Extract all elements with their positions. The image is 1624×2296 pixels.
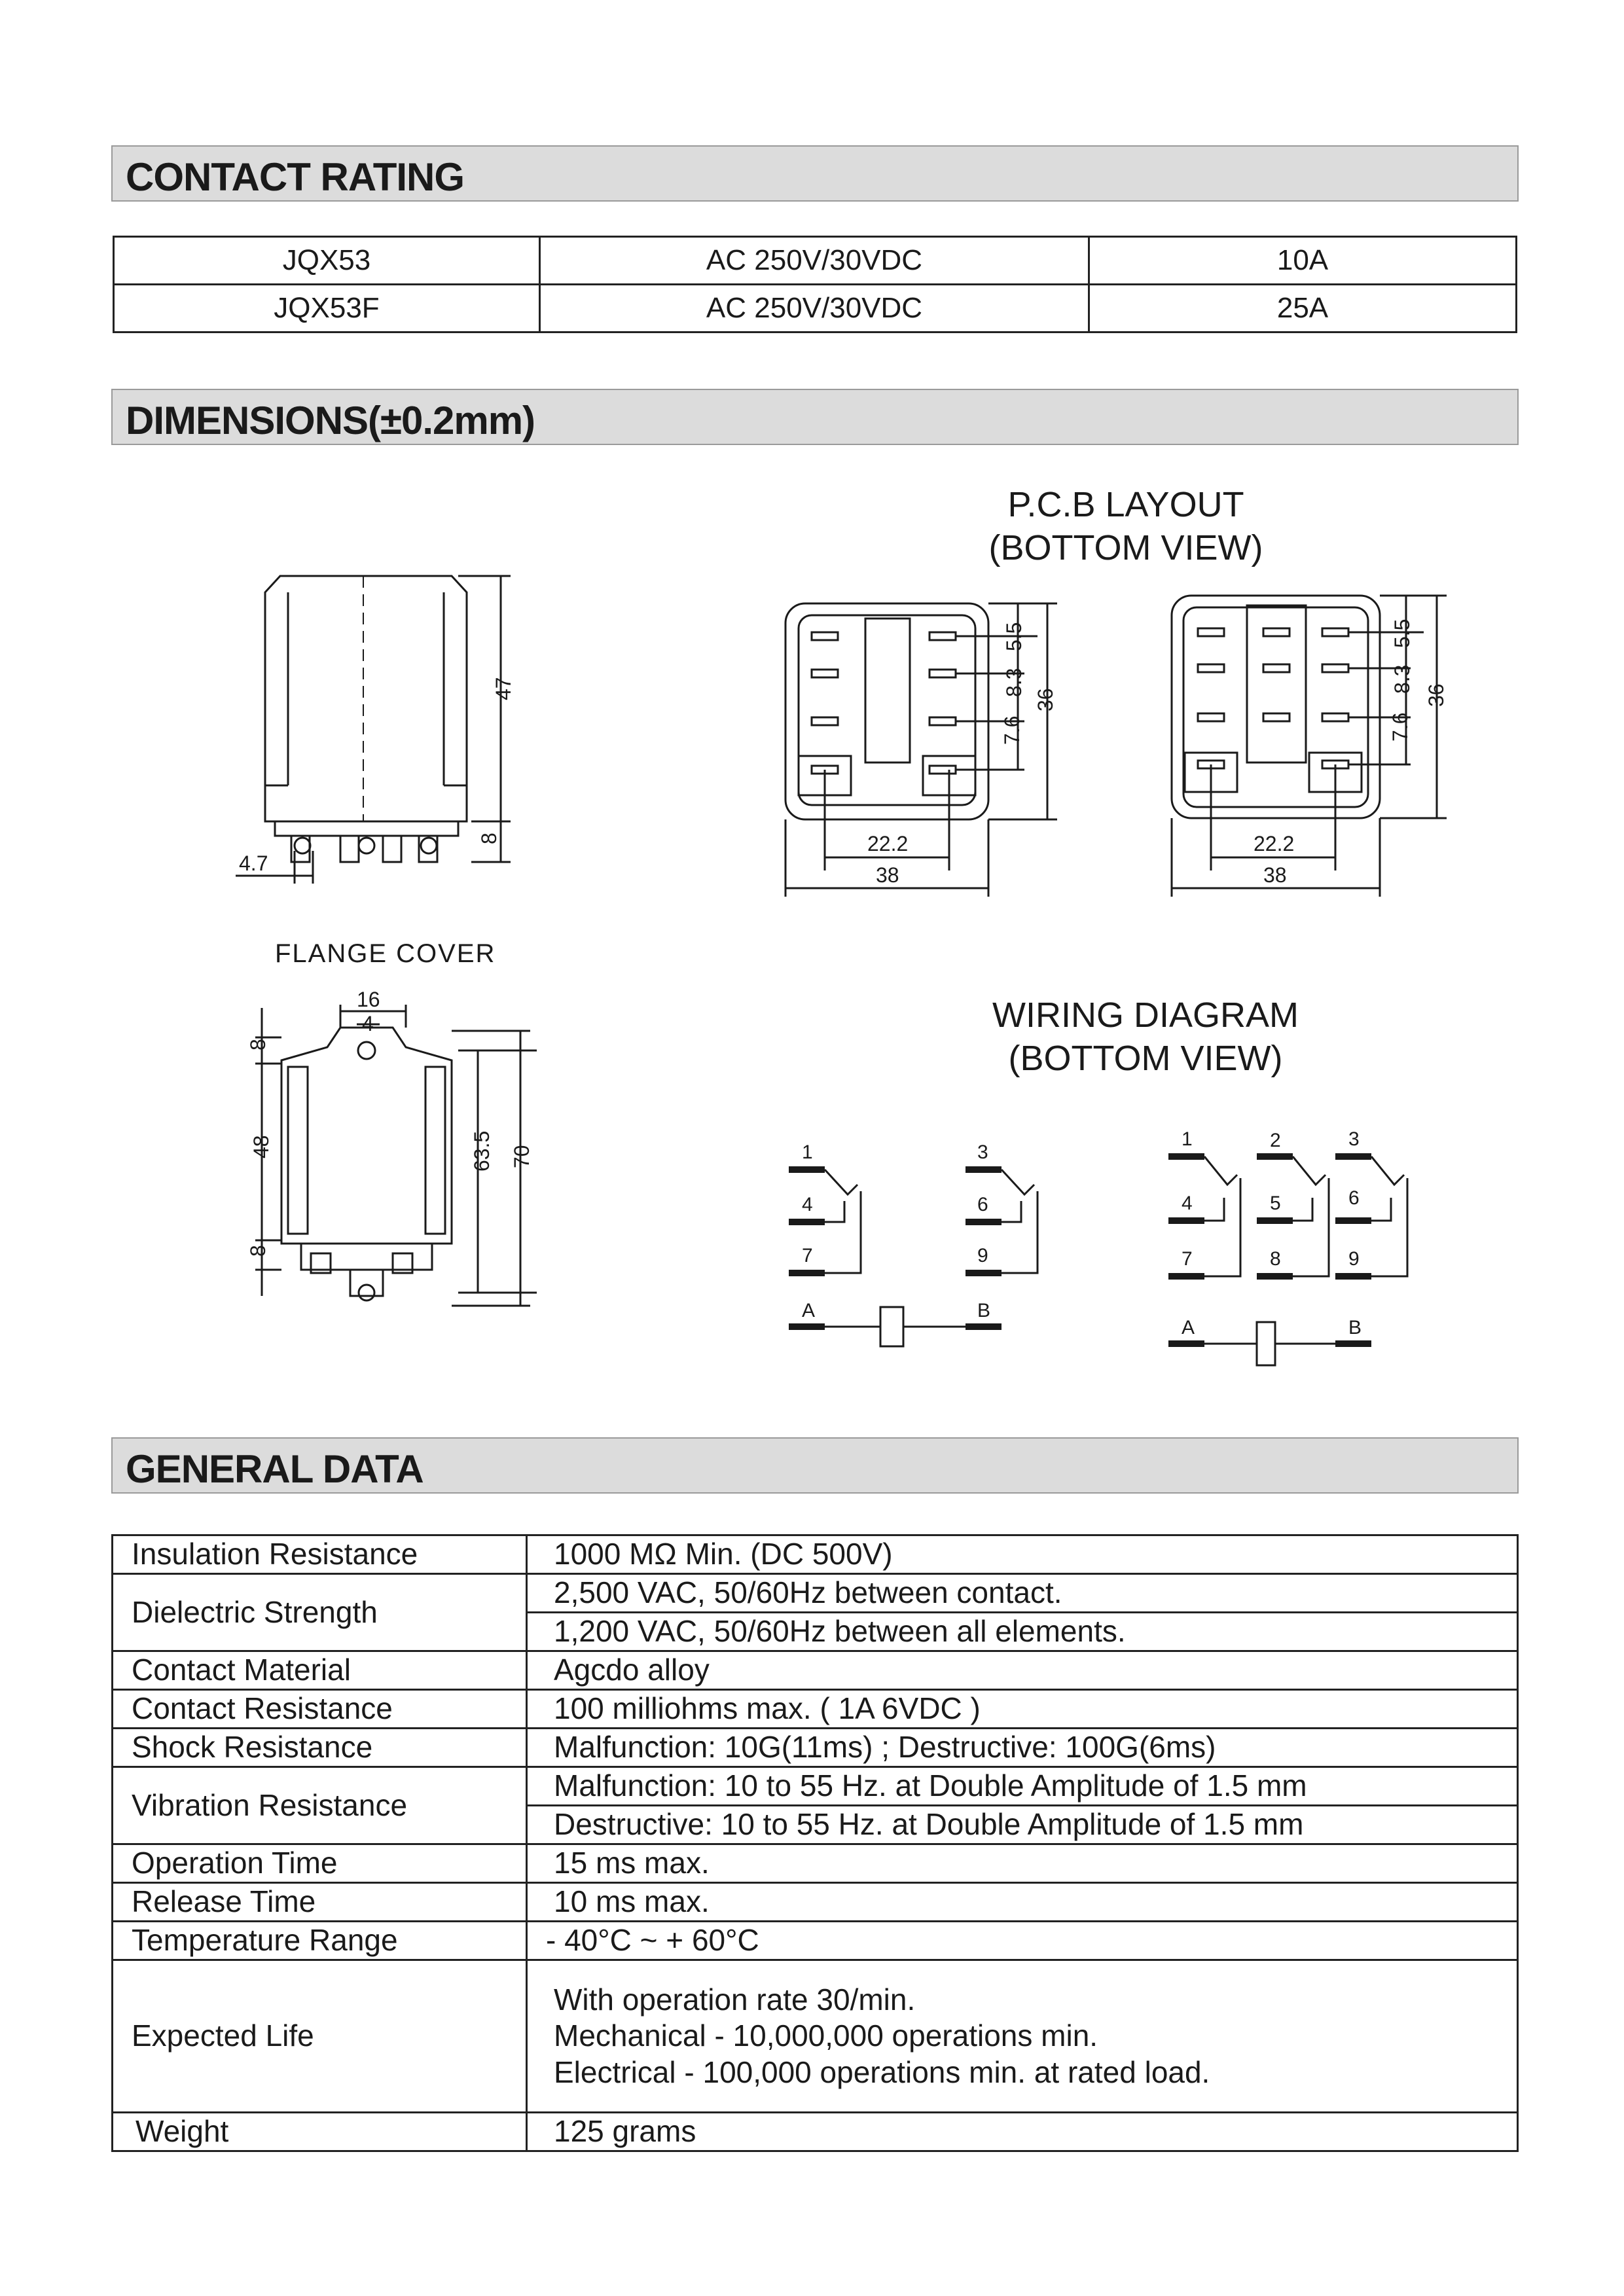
voltage-cell: AC 250V/30VDC <box>540 237 1089 285</box>
pcb-layout-title: P.C.B LAYOUT <box>1007 485 1244 524</box>
material-value: Agcdo alloy <box>527 1651 1518 1690</box>
flange-body-dim: 48 <box>249 1135 273 1158</box>
pin-label: 2 <box>1270 1130 1281 1151</box>
pcb-right-d3: 7.6 <box>1388 712 1412 742</box>
life-value-3: Electrical - 100,000 operations min. at rated load. <box>554 2054 1210 2089</box>
pin-label: 1 <box>802 1141 813 1163</box>
temperature-label: Temperature Range <box>113 1922 527 1960</box>
wiring-diagram-title: WIRING DIAGRAM <box>992 996 1299 1035</box>
coil-label: B <box>977 1300 991 1321</box>
side-offset-dim: 4.7 <box>239 852 268 875</box>
pcb-right-pitch: 22.2 <box>1254 832 1295 855</box>
pin-label: 6 <box>977 1194 988 1215</box>
general-data-table <box>111 1534 1519 2152</box>
table-row <box>113 1922 1518 1960</box>
side-height-dim: 47 <box>492 677 515 700</box>
dielectric-value-2: 1,200 VAC, 50/60Hz between all elements. <box>527 1613 1518 1651</box>
table-row <box>113 1767 1518 1806</box>
pcb-left-pitch: 22.2 <box>867 832 909 855</box>
coil-label: B <box>1348 1317 1362 1338</box>
pcb-left-depth: 36 <box>1034 688 1057 711</box>
pin-label: 1 <box>1182 1128 1193 1150</box>
vibration-label: Vibration Resistance <box>113 1767 527 1844</box>
temperature-value: - 40°C ~ + 60°C <box>527 1922 1518 1960</box>
table-row <box>113 1883 1518 1922</box>
table-row <box>113 1574 1518 1613</box>
wiring-diagram-left <box>789 1141 1038 1346</box>
voltage-cell: AC 250V/30VDC <box>540 285 1089 332</box>
life-value-2: Mechanical - 10,000,000 operations min. <box>554 2018 1098 2053</box>
pin-label: 5 <box>1270 1193 1281 1214</box>
table-row <box>113 1960 1518 2113</box>
operation-label: Operation Time <box>113 1844 527 1883</box>
model-cell: JQX53F <box>114 285 540 332</box>
resistance-label: Contact Resistance <box>113 1690 527 1729</box>
operation-value: 15 ms max. <box>527 1844 1518 1883</box>
life-value-1: With operation rate 30/min. <box>554 1982 916 2017</box>
coil-label: A <box>802 1300 816 1321</box>
pin-label: 4 <box>1182 1193 1193 1214</box>
flange-width-dim: 16 <box>357 988 380 1011</box>
pcb-right-d1: 5.5 <box>1390 619 1414 648</box>
contact-rating-title: CONTACT RATING <box>126 155 465 199</box>
dimensions-title: DIMENSIONS(±0.2mm) <box>126 399 535 442</box>
pin-label: 7 <box>802 1245 813 1266</box>
flange-mount-dim: 63.5 <box>470 1130 494 1172</box>
release-label: Release Time <box>113 1883 527 1922</box>
table-row <box>113 1844 1518 1883</box>
general-data-title: GENERAL DATA <box>126 1447 424 1491</box>
insulation-value: 1000 MΩ Min. (DC 500V) <box>527 1535 1518 1574</box>
pcb-layout-subtitle: (BOTTOM VIEW) <box>988 528 1263 567</box>
pcb-left-d3: 7.6 <box>1000 715 1024 745</box>
pin-label: 7 <box>1182 1248 1193 1270</box>
pcb-right-width: 38 <box>1263 863 1287 887</box>
pin-label: 8 <box>1270 1248 1281 1270</box>
wiring-diagram-subtitle: (BOTTOM VIEW) <box>1008 1039 1283 1078</box>
side-view-drawing <box>236 576 511 884</box>
current-cell: 10A <box>1089 237 1517 285</box>
flange-view-drawing <box>255 1005 537 1306</box>
pcb-right-d2: 8.3 <box>1390 664 1414 694</box>
table-row <box>113 1535 1518 1574</box>
pin-label: 3 <box>977 1141 988 1163</box>
pcb-right-depth: 36 <box>1424 683 1448 707</box>
table-row <box>113 1729 1518 1767</box>
pcb-left-d2: 8.3 <box>1002 668 1026 697</box>
material-label: Contact Material <box>113 1651 527 1690</box>
pin-label: 9 <box>1348 1248 1360 1270</box>
pcb-left-d1: 5.5 <box>1002 622 1026 651</box>
shock-label: Shock Resistance <box>113 1729 527 1767</box>
table-row <box>113 2113 1518 2151</box>
pin-label: 6 <box>1348 1187 1360 1209</box>
side-pin-dim: 8 <box>477 833 501 844</box>
life-label: Expected Life <box>113 1960 527 2113</box>
coil-label: A <box>1182 1317 1195 1338</box>
release-value: 10 ms max. <box>527 1883 1518 1922</box>
general-data-header <box>111 1437 1519 1494</box>
current-cell: 25A <box>1089 285 1517 332</box>
table-row <box>113 1690 1518 1729</box>
weight-label: Weight <box>113 2113 527 2151</box>
flange-cover-label: FLANGE COVER <box>275 939 496 968</box>
flange-overall-dim: 70 <box>510 1145 533 1168</box>
weight-value: 125 grams <box>527 2113 1518 2151</box>
pin-label: 4 <box>802 1194 813 1215</box>
vibration-value-1: Malfunction: 10 to 55 Hz. at Double Amplitude of 1.5 mm <box>527 1767 1518 1806</box>
dielectric-value-1: 2,500 VAC, 50/60Hz between contact. <box>527 1574 1518 1613</box>
pcb-left-width: 38 <box>876 863 899 887</box>
insulation-label: Insulation Resistance <box>113 1535 527 1574</box>
shock-value: Malfunction: 10G(11ms) ; Destructive: 100G(6ms) <box>527 1729 1518 1767</box>
vibration-value-2: Destructive: 10 to 55 Hz. at Double Amplitude of 1.5 mm <box>527 1806 1518 1844</box>
wiring-diagram-right <box>1168 1128 1407 1365</box>
flange-bottom-dim: 8 <box>246 1245 270 1257</box>
pin-label: 3 <box>1348 1128 1360 1150</box>
flange-top-dim: 8 <box>246 1039 270 1050</box>
flange-hole-dim: 4 <box>362 1012 374 1035</box>
model-cell: JQX53 <box>114 237 540 285</box>
resistance-value: 100 milliohms max. ( 1A 6VDC ) <box>527 1690 1518 1729</box>
life-value <box>527 1960 1518 2113</box>
table-row <box>113 1651 1518 1690</box>
dielectric-label: Dielectric Strength <box>113 1574 527 1651</box>
pin-label: 9 <box>977 1245 988 1266</box>
